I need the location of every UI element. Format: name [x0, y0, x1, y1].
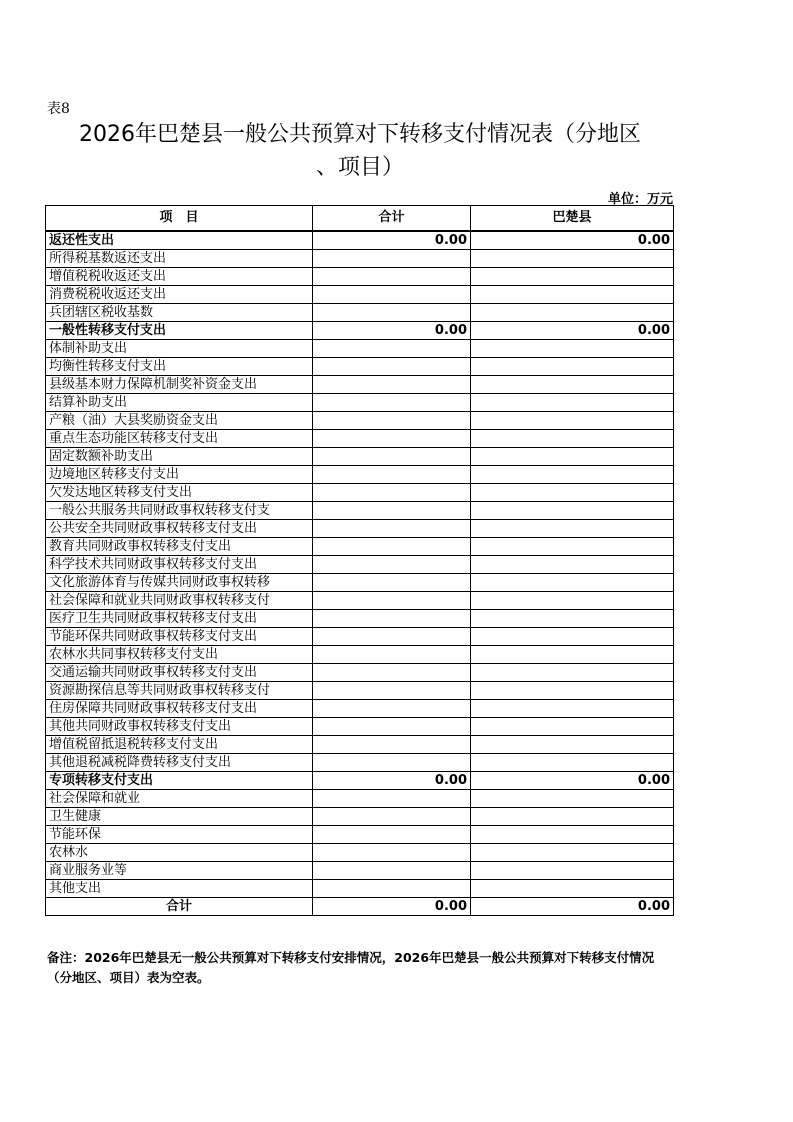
row-name-cell: 增值税留抵退税转移支付支出 — [46, 735, 313, 753]
table-row — [46, 249, 674, 267]
row-name-cell: 节能环保 — [46, 825, 313, 843]
table-row — [46, 591, 674, 609]
unit-label: 单位：万元 — [607, 192, 673, 207]
table-row — [46, 483, 674, 501]
table-body — [46, 231, 674, 916]
row-name-cell: 所得税基数返还支出 — [46, 249, 313, 267]
row-bachu-cell — [471, 645, 674, 663]
row-name-cell: 住房保障共同财政事权转移支付支出 — [46, 699, 313, 717]
row-bachu-cell — [471, 339, 674, 357]
row-name-cell: 教育共同财政事权转移支付支出 — [46, 537, 313, 555]
row-total-cell — [313, 483, 471, 501]
row-total-cell — [313, 843, 471, 861]
row-name-cell: 合计 — [46, 897, 313, 915]
row-total-cell — [313, 681, 471, 699]
table-header — [46, 206, 674, 231]
row-total-cell — [313, 879, 471, 897]
table-row — [46, 663, 674, 681]
row-total-cell — [313, 285, 471, 303]
row-bachu-cell — [471, 249, 674, 267]
row-name-cell: 农林水 — [46, 843, 313, 861]
row-name-cell: 医疗卫生共同财政事权转移支付支出 — [46, 609, 313, 627]
row-name-cell: 县级基本财力保障机制奖补资金支出 — [46, 375, 313, 393]
row-bachu-cell — [471, 555, 674, 573]
row-total-cell — [313, 393, 471, 411]
table-row — [46, 645, 674, 663]
header-row — [46, 206, 674, 231]
row-total-cell: 0.00 — [313, 897, 471, 915]
page-title — [40, 118, 680, 184]
table-row — [46, 573, 674, 591]
table-row — [46, 447, 674, 465]
row-total-cell — [313, 609, 471, 627]
row-total-cell: 0.00 — [313, 771, 471, 789]
row-total-cell — [313, 735, 471, 753]
row-bachu-cell — [471, 879, 674, 897]
row-total-cell — [313, 627, 471, 645]
row-bachu-cell — [471, 591, 674, 609]
row-bachu-cell — [471, 609, 674, 627]
row-bachu-cell — [471, 285, 674, 303]
row-total-cell — [313, 789, 471, 807]
row-bachu-cell — [471, 537, 674, 555]
row-total-cell — [313, 807, 471, 825]
table-row — [46, 393, 674, 411]
row-name-cell: 一般性转移支付支出 — [46, 321, 313, 339]
row-bachu-cell: 0.00 — [471, 321, 674, 339]
row-bachu-cell — [471, 483, 674, 501]
table-row — [46, 501, 674, 519]
row-bachu-cell — [471, 501, 674, 519]
row-name-cell: 节能环保共同财政事权转移支付支出 — [46, 627, 313, 645]
row-total-cell — [313, 861, 471, 879]
total-row — [46, 897, 674, 915]
row-bachu-cell — [471, 375, 674, 393]
row-total-cell — [313, 249, 471, 267]
row-total-cell — [313, 573, 471, 591]
row-bachu-cell — [471, 303, 674, 321]
row-name-cell: 边境地区转移支付支出 — [46, 465, 313, 483]
row-total-cell — [313, 717, 471, 735]
row-total-cell — [313, 501, 471, 519]
table-row — [46, 285, 674, 303]
row-name-cell: 其他支出 — [46, 879, 313, 897]
table-row — [46, 807, 674, 825]
table-row — [46, 789, 674, 807]
row-bachu-cell: 0.00 — [471, 231, 674, 250]
table-number: 表8 — [47, 101, 70, 117]
title-line-2: 、项目） — [315, 155, 404, 180]
row-bachu-cell — [471, 519, 674, 537]
row-bachu-cell: 0.00 — [471, 897, 674, 915]
row-name-cell: 卫生健康 — [46, 807, 313, 825]
row-total-cell — [313, 303, 471, 321]
row-name-cell: 资源勘探信息等共同财政事权转移支付 — [46, 681, 313, 699]
row-bachu-cell — [471, 699, 674, 717]
row-bachu-cell — [471, 789, 674, 807]
row-name-cell: 商业服务业等 — [46, 861, 313, 879]
category-row — [46, 231, 674, 250]
table-row — [46, 825, 674, 843]
row-name-cell: 消费税税收返还支出 — [46, 285, 313, 303]
row-bachu-cell — [471, 663, 674, 681]
row-total-cell — [313, 357, 471, 375]
row-name-cell: 科学技术共同财政事权转移支付支出 — [46, 555, 313, 573]
row-name-cell: 一般公共服务共同财政事权转移支付支 — [46, 501, 313, 519]
table-row — [46, 267, 674, 285]
row-name-cell: 专项转移支付支出 — [46, 771, 313, 789]
title-line-1: 2026年巴楚县一般公共预算对下转移支付情况表（分地区 — [79, 122, 641, 147]
table-row — [46, 609, 674, 627]
table-row — [46, 429, 674, 447]
header-item: 项 目 — [46, 206, 313, 231]
table-row — [46, 411, 674, 429]
table-row — [46, 843, 674, 861]
row-bachu-cell — [471, 861, 674, 879]
row-name-cell: 产粮（油）大县奖励资金支出 — [46, 411, 313, 429]
table-row — [46, 681, 674, 699]
category-row — [46, 771, 674, 789]
table-row — [46, 519, 674, 537]
row-bachu-cell — [471, 267, 674, 285]
row-name-cell: 交通运输共同财政事权转移支付支出 — [46, 663, 313, 681]
row-bachu-cell — [471, 447, 674, 465]
row-bachu-cell — [471, 753, 674, 771]
header-total: 合计 — [313, 206, 471, 231]
footnote: 备注：2026年巴楚县无一般公共预算对下转移支付安排情况，2026年巴楚县一般公共预算对下转移支付情况（分地区、项目）表为空表。 — [47, 950, 655, 985]
row-total-cell — [313, 429, 471, 447]
table-row — [46, 303, 674, 321]
row-name-cell: 其他共同财政事权转移支付支出 — [46, 717, 313, 735]
table-row — [46, 339, 674, 357]
row-bachu-cell — [471, 843, 674, 861]
row-total-cell — [313, 663, 471, 681]
table-row — [46, 753, 674, 771]
row-name-cell: 返还性支出 — [46, 231, 313, 250]
table-row — [46, 465, 674, 483]
table-row — [46, 537, 674, 555]
category-row — [46, 321, 674, 339]
table-row — [46, 627, 674, 645]
row-bachu-cell — [471, 411, 674, 429]
row-total-cell — [313, 447, 471, 465]
row-name-cell: 农林水共同事权转移支付支出 — [46, 645, 313, 663]
row-total-cell — [313, 339, 471, 357]
row-bachu-cell — [471, 825, 674, 843]
row-name-cell: 兵团辖区税收基数 — [46, 303, 313, 321]
table-row — [46, 357, 674, 375]
row-name-cell: 增值税税收返还支出 — [46, 267, 313, 285]
row-name-cell: 其他退税减税降费转移支付支出 — [46, 753, 313, 771]
row-total-cell — [313, 753, 471, 771]
row-total-cell — [313, 267, 471, 285]
table-row — [46, 861, 674, 879]
row-name-cell: 欠发达地区转移支付支出 — [46, 483, 313, 501]
row-bachu-cell — [471, 393, 674, 411]
row-total-cell — [313, 591, 471, 609]
header-bachu: 巴楚县 — [471, 206, 674, 231]
row-name-cell: 结算补助支出 — [46, 393, 313, 411]
row-bachu-cell — [471, 465, 674, 483]
row-total-cell — [313, 465, 471, 483]
row-total-cell — [313, 375, 471, 393]
row-name-cell: 体制补助支出 — [46, 339, 313, 357]
table-row — [46, 375, 674, 393]
table-row — [46, 717, 674, 735]
row-name-cell: 社会保障和就业 — [46, 789, 313, 807]
row-name-cell: 重点生态功能区转移支付支出 — [46, 429, 313, 447]
table-row — [46, 699, 674, 717]
row-total-cell — [313, 537, 471, 555]
row-bachu-cell — [471, 627, 674, 645]
row-total-cell — [313, 825, 471, 843]
table-row — [46, 735, 674, 753]
row-total-cell — [313, 699, 471, 717]
transfer-payment-table — [45, 205, 674, 916]
row-name-cell: 均衡性转移支付支出 — [46, 357, 313, 375]
row-bachu-cell: 0.00 — [471, 771, 674, 789]
row-name-cell: 固定数额补助支出 — [46, 447, 313, 465]
row-total-cell — [313, 411, 471, 429]
row-bachu-cell — [471, 807, 674, 825]
row-total-cell — [313, 555, 471, 573]
row-bachu-cell — [471, 735, 674, 753]
row-total-cell: 0.00 — [313, 231, 471, 250]
row-bachu-cell — [471, 357, 674, 375]
row-bachu-cell — [471, 429, 674, 447]
row-total-cell — [313, 519, 471, 537]
table-row — [46, 555, 674, 573]
row-name-cell: 社会保障和就业共同财政事权转移支付 — [46, 591, 313, 609]
table-row — [46, 879, 674, 897]
row-bachu-cell — [471, 681, 674, 699]
row-bachu-cell — [471, 573, 674, 591]
row-name-cell: 公共安全共同财政事权转移支付支出 — [46, 519, 313, 537]
row-total-cell: 0.00 — [313, 321, 471, 339]
row-name-cell: 文化旅游体育与传媒共同财政事权转移 — [46, 573, 313, 591]
row-total-cell — [313, 645, 471, 663]
row-bachu-cell — [471, 717, 674, 735]
